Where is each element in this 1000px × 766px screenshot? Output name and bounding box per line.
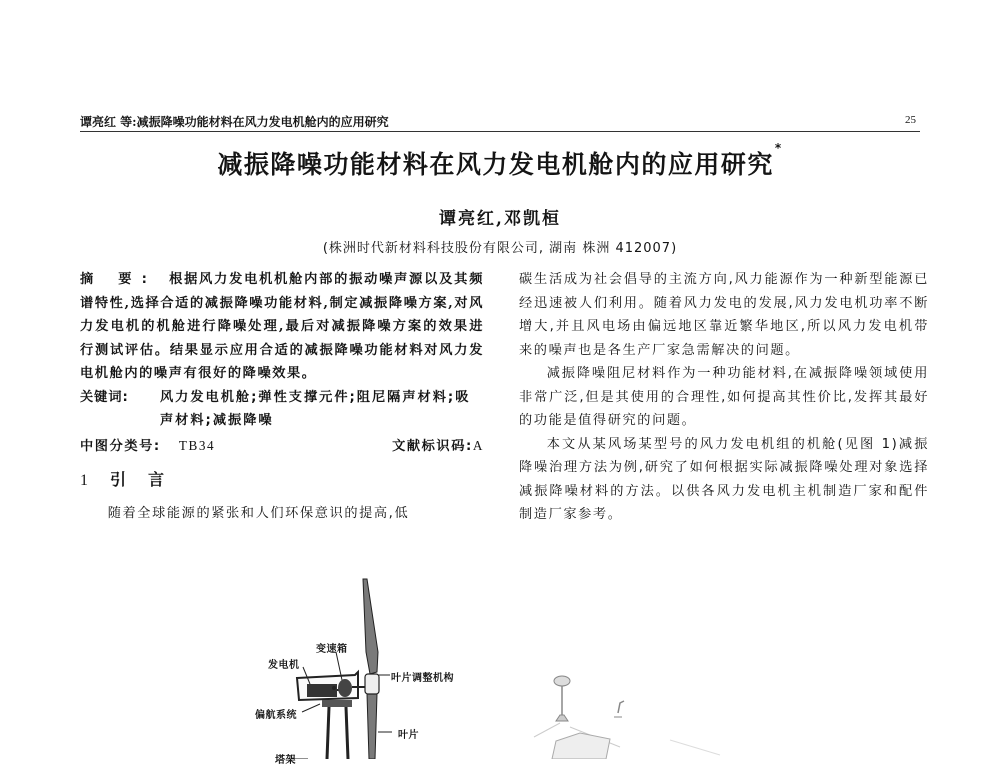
doc-code (392, 434, 484, 459)
paper-title (0, 141, 1000, 181)
paragraph-3: 本文从某风场某型号的风力发电机组的机舱(见图 1)减振降噪治理方法为例,研究了如何根据实际减振降噪处理对象选择减振降噪材料的方法。以供各风力发电机主机制造厂家和配件制造厂家参考。 (519, 436, 929, 522)
keywords (80, 386, 484, 433)
figure-nacelle-sketch (520, 665, 750, 759)
label-gearbox: 变速箱 (316, 644, 348, 655)
keywords-label: 关键词: (80, 389, 129, 405)
section-title: 引言 (110, 470, 187, 489)
abstract (80, 268, 484, 386)
keywords-text: 风力发电机舱;弹性支撑元件;阻尼隔声材料;吸声材料;减振降噪 (160, 389, 471, 428)
running-head-title: 谭亮红 等:减振降噪功能材料在风力发电机舱内的应用研究 (80, 115, 389, 129)
section-number: 1 (80, 472, 88, 489)
doc-code-label: 文献标识码: (392, 438, 473, 454)
classification-line (80, 434, 484, 459)
figure-1-wind-turbine (230, 572, 530, 766)
intro-paragraph-continued: 碳生活成为社会倡导的主流方向,风力能源作为一种新型能源已经迅速被人们利用。随着风力发电的发展,风力发电机功率不断增大,并且风电场由偏远地区靠近繁华地区,所以风力发电机带来的噪声也是各生产厂家急需解决的问题。 (519, 272, 929, 358)
doc-code-value: A (472, 437, 484, 453)
label-yaw-system: 偏航系统 (255, 710, 297, 721)
running-head (80, 113, 920, 132)
label-tower: 塔架 (275, 755, 296, 766)
left-column (80, 268, 484, 525)
intro-paragraph-start: 随着全球能源的紧张和人们环保意识的提高,低 (107, 505, 410, 521)
clc-label: 中图分类号: (80, 438, 161, 454)
section-heading-1 (80, 468, 484, 493)
affiliation: (株洲时代新材料科技股份有限公司, 湖南 株洲 412007) (322, 241, 678, 256)
clc (80, 434, 215, 459)
page-number: 25 (905, 114, 916, 126)
paper-title-text: 减振降噪功能材料在风力发电机舱内的应用研究 (217, 150, 774, 179)
clc-value: TB34 (178, 437, 216, 453)
label-generator: 发电机 (268, 660, 300, 671)
abstract-label: 摘 要: (80, 272, 157, 287)
abstract-text: 根据风力发电机机舱内部的振动噪声源以及其频谱特性,选择合适的减振降噪功能材料,制定减振降噪方案,对风力发电机的机舱进行降噪处理,最后对减振降噪方案的效果进行测试评估。结果显示应用合适的减振降噪功能材料对风力发电机舱内的噪声有很好的降噪效果。 (80, 272, 484, 381)
label-blade: 叶片 (398, 730, 419, 741)
nacelle-sketch (520, 665, 750, 759)
title-footnote-mark: * (774, 141, 783, 155)
paragraph-2: 减振降噪阻尼材料作为一种功能材料,在减振降噪领域使用非常广泛,但是其使用的合理性,如何提高其性价比,发挥其最好的功能是值得研究的问题。 (519, 366, 929, 428)
authors: 谭亮红,邓凯桓 (439, 209, 561, 229)
label-pitch-mechanism: 叶片调整机构 (391, 673, 454, 684)
right-column (519, 268, 929, 527)
